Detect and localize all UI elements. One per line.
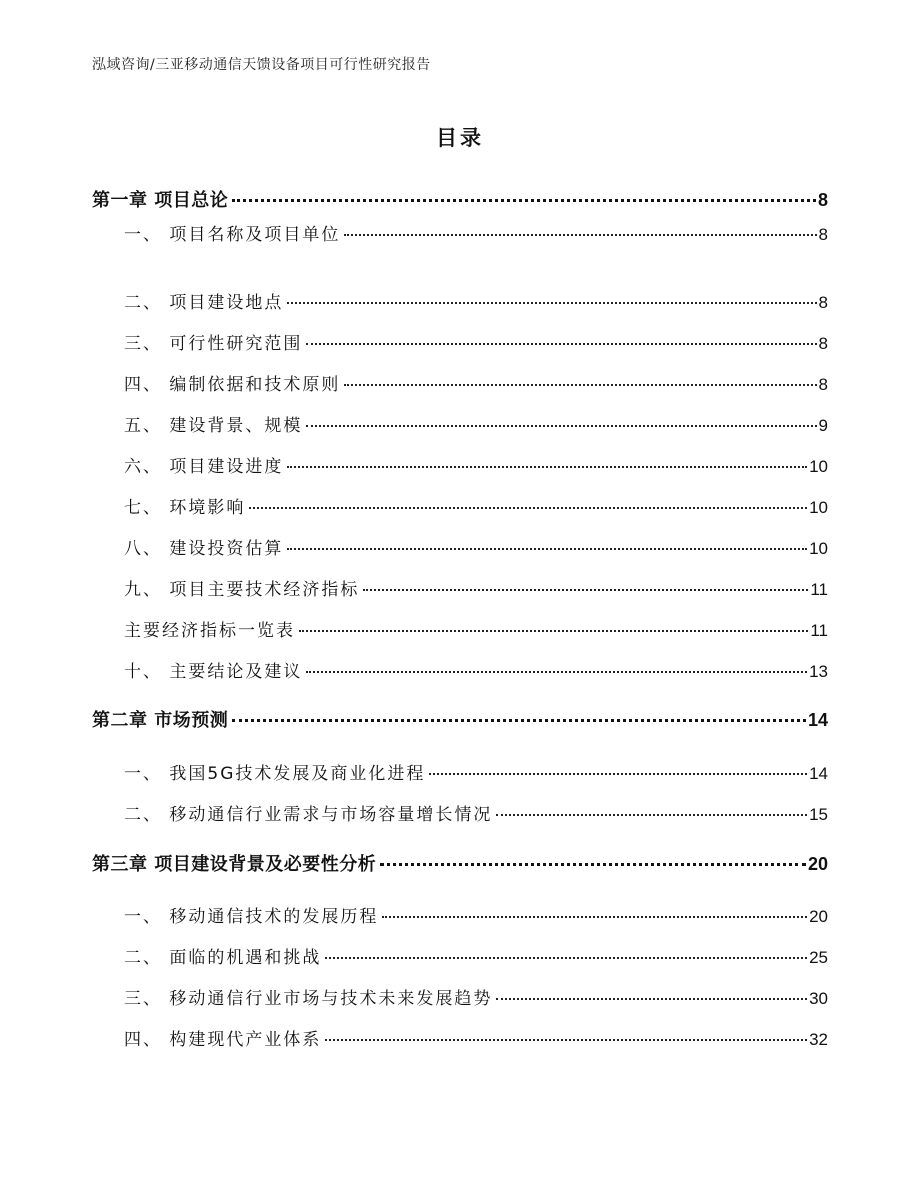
toc-section-1-4[interactable]: [124, 370, 828, 395]
toc-table-economic-indicators[interactable]: [124, 616, 828, 641]
toc-page-number: 8: [818, 225, 828, 244]
toc-entry-label: 十、 主要结论及建议: [124, 662, 303, 682]
toc-section-2-2[interactable]: [124, 800, 828, 825]
toc-entry-label: 七、 环境影响: [124, 498, 246, 518]
toc-section-3-3[interactable]: [124, 984, 828, 1009]
toc-entry-label: 二、 面临的机遇和挑战: [124, 948, 322, 968]
toc-page-number: 11: [810, 621, 828, 640]
toc-section-1-9[interactable]: [124, 575, 828, 600]
toc-page-number: 25: [809, 948, 828, 967]
toc-section-3-4[interactable]: [124, 1025, 828, 1050]
toc-page-number: 8: [818, 375, 828, 394]
toc-entry-label: 八、 建设投资估算: [124, 539, 284, 559]
toc-section-1-1[interactable]: [124, 220, 828, 245]
toc-page-number: 10: [809, 539, 828, 558]
toc-entry-label: 一、 我国5G技术发展及商业化进程: [124, 764, 426, 784]
toc-entry-label: 四、 构建现代产业体系: [124, 1030, 322, 1050]
toc-entry-label: 二、 项目建设地点: [124, 293, 284, 313]
toc-dot-leader: [287, 466, 807, 468]
toc-dot-leader: [363, 589, 808, 591]
toc-entry-label: 六、 项目建设进度: [124, 457, 284, 477]
toc-page-number: 8: [818, 293, 828, 312]
toc-page-number: 14: [807, 710, 828, 730]
toc-dot-leader: [429, 773, 807, 775]
toc-page-number: 20: [809, 907, 828, 926]
toc-section-3-2[interactable]: [124, 943, 828, 968]
toc-section-1-7[interactable]: [124, 493, 828, 518]
toc-page-number: 11: [810, 580, 828, 599]
toc-page-number: 10: [809, 498, 828, 517]
toc-page-number: 13: [809, 662, 828, 681]
toc-page-number: 15: [809, 805, 828, 824]
toc-dot-leader: [306, 343, 816, 345]
toc-dot-leader: [287, 302, 816, 304]
toc-dot-leader: [325, 1039, 807, 1041]
toc-dot-leader: [287, 548, 807, 550]
toc-section-1-3[interactable]: [124, 329, 828, 354]
toc-page-number: 10: [809, 457, 828, 476]
toc-page-number: 32: [809, 1030, 828, 1049]
toc-entry-label: 三、 移动通信行业市场与技术未来发展趋势: [124, 989, 493, 1009]
toc-section-1-2[interactable]: [124, 288, 828, 313]
toc-entry-label: 二、 移动通信行业需求与市场容量增长情况: [124, 805, 493, 825]
toc-entry-label: 第二章 市场预测: [92, 710, 229, 731]
toc-entry-label: 主要经济指标一览表: [124, 621, 295, 641]
toc-section-1-5[interactable]: [124, 411, 828, 436]
toc-dot-leader: [306, 671, 807, 673]
toc-page-number: 14: [809, 764, 828, 783]
toc-chapter-2[interactable]: [92, 706, 828, 732]
toc-dot-leader: [232, 199, 816, 202]
toc-section-3-1[interactable]: [124, 902, 828, 927]
page-title: 目录: [436, 126, 484, 150]
toc-section-1-10[interactable]: [124, 657, 828, 682]
toc-dot-leader: [380, 863, 806, 866]
toc-chapter-1[interactable]: [92, 186, 828, 212]
toc-entry-label: 五、 建设背景、规模: [124, 416, 303, 436]
toc-entry-label: 一、 移动通信技术的发展历程: [124, 907, 379, 927]
toc-dot-leader: [344, 384, 816, 386]
toc-entry-label: 四、 编制依据和技术原则: [124, 375, 341, 395]
toc-page-number: 20: [807, 854, 828, 874]
toc-page-number: 8: [818, 334, 828, 353]
toc-dot-leader: [496, 814, 807, 816]
toc-chapter-3[interactable]: [92, 850, 828, 876]
toc-dot-leader: [299, 630, 808, 632]
toc-entry-label: 九、 项目主要技术经济指标: [124, 580, 360, 600]
toc-entry-label: 一、 项目名称及项目单位: [124, 225, 341, 245]
toc-entry-label: 第三章 项目建设背景及必要性分析: [92, 854, 377, 875]
toc-dot-leader: [382, 916, 807, 918]
toc-dot-leader: [249, 507, 807, 509]
toc-section-2-1[interactable]: [124, 759, 828, 784]
toc-dot-leader: [306, 425, 816, 427]
toc-section-1-6[interactable]: [124, 452, 828, 477]
toc-dot-leader: [325, 957, 807, 959]
document-header: 泓域咨询/三亚移动通信天馈设备项目可行性研究报告: [92, 57, 431, 73]
toc-page-number: 30: [809, 989, 828, 1008]
toc-page-number: 9: [818, 416, 828, 435]
toc-dot-leader: [496, 998, 807, 1000]
toc-entry-label: 第一章 项目总论: [92, 190, 229, 211]
toc-dot-leader: [344, 234, 816, 236]
toc-section-1-8[interactable]: [124, 534, 828, 559]
toc-entry-label: 三、 可行性研究范围: [124, 334, 303, 354]
toc-dot-leader: [232, 719, 806, 722]
toc-page-number: 8: [817, 190, 828, 210]
